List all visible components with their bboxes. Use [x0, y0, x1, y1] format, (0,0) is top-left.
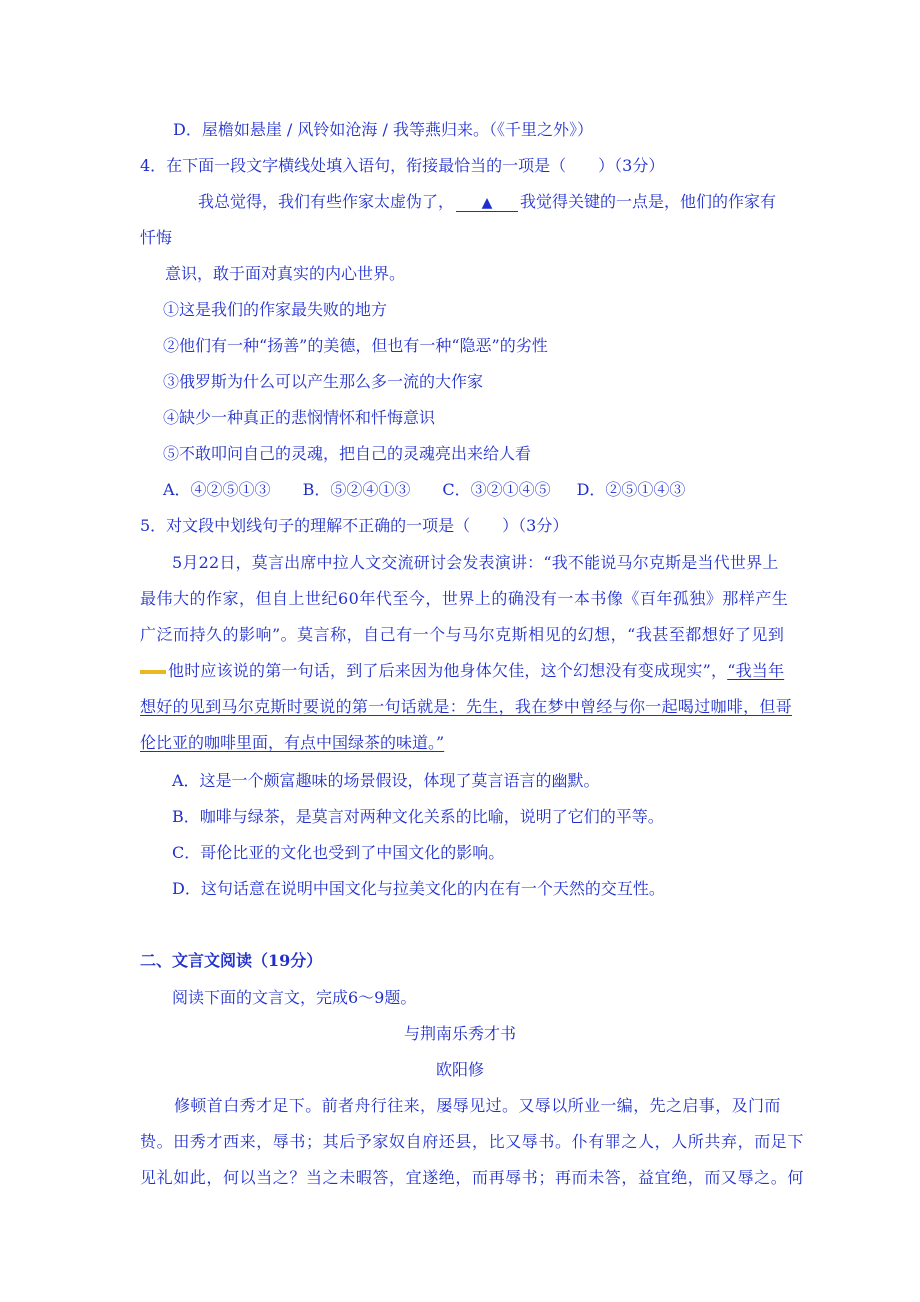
q5-passage-line3: 广泛而持久的影响”。莫言称，自己有一个与马尔克斯相见的幻想，“我甚至都想好了见到: [140, 625, 785, 644]
q4-choice-c: C．③②①④⑤: [442, 480, 551, 499]
q4-choice-d: D．②⑤①④③: [576, 480, 686, 499]
q4-choice-b: B．⑤②④①③: [302, 480, 411, 499]
q4-choice-a: A．④②⑤①③: [163, 480, 271, 499]
underlined-sentence-end: 伦比亚的咖啡里面，有点中国绿茶的味道。”: [140, 733, 445, 752]
q4-item-4: ④缺少一种真正的悲悯情怀和忏悔意识: [163, 408, 436, 427]
underlined-sentence-start: “我当年: [727, 661, 785, 680]
q4-item-2: ②他们有一种“扬善”的美德，但也有一种“隐恶”的劣性: [163, 336, 548, 355]
q4-choices: [163, 480, 685, 500]
q5-passage-line1: 5月22日，莫言出席中拉人文交流研讨会发表演讲：“我不能说马尔克斯是当代世界上: [172, 553, 779, 572]
article-title: 与荆南乐秀才书: [403, 1024, 516, 1043]
q4-stem: 4．在下面一段文字横线处填入语句，衔接最恰当的一项是（ ）（3分）: [140, 156, 665, 175]
q5-passage-line5: [140, 697, 792, 717]
q4-item-1: ①这是我们的作家最失败的地方: [163, 300, 388, 319]
article-author: 欧阳修: [435, 1060, 484, 1079]
section-heading: 二、文言文阅读（19分）: [140, 951, 323, 970]
triangle-marker-icon: ▲: [481, 195, 493, 211]
q5-option-a: A．这是一个颇富趣味的场景假设，体现了莫言语言的幽默。: [172, 771, 600, 790]
q5-stem: 5．对文段中划线句子的理解不正确的一项是（ ）（3分）: [140, 516, 569, 535]
q4-item-5: ⑤不敢叩问自己的灵魂，把自己的灵魂亮出来给人看: [163, 444, 532, 463]
q4-passage-line2: 忏悔: [140, 228, 173, 247]
section-instruction: 阅读下面的文言文，完成6～9题。: [172, 988, 417, 1007]
underlined-sentence: 想好的见到马尔克斯时要说的第一句话就是：先生，我在梦中曾经与你一起喝过咖啡，但哥: [140, 697, 793, 716]
q5-option-c: C．哥伦比亚的文化也受到了中国文化的影响。: [172, 843, 505, 862]
q4-passage-line1: 我总觉得，我们有些作家太虚伪了， ▲ 我觉得关键的一点是，他们的作家有: [198, 192, 777, 211]
article-line-2: 贽。田秀才西来，辱书；其后予家奴自府还县，比又辱书。仆有罪之人，人所共弃，而足下: [140, 1132, 805, 1151]
article-line-3: 见礼如此，何以当之？当之未暇答，宜遂绝，而再辱书；再而未答，益宜绝，而又辱之。何: [140, 1168, 805, 1187]
q3-option-d: D．屋檐如悬崖 / 风铃如沧海 / 我等燕归来。（《千里之外》）: [173, 120, 593, 139]
fill-blank: [456, 194, 518, 212]
q5-option-d: D．这句话意在说明中国文化与拉美文化的内在有一个天然的交互性。: [172, 879, 665, 898]
article-line-1: 修顿首白秀才足下。前者舟行往来，屡辱见过。又辱以所业一编，先之启事，及门而: [174, 1096, 781, 1115]
q5-passage-line2: 最伟大的作家，但自上世纪60年代至今，世界上的确没有一本书像《百年孤独》那样产生: [140, 589, 789, 608]
q4-passage-line3: 意识，敢于面对真实的内心世界。: [165, 264, 406, 283]
highlight-mark: [140, 670, 166, 674]
q5-passage-line6: [140, 733, 444, 753]
q4-item-3: ③俄罗斯为什么可以产生那么多一流的大作家: [163, 372, 484, 391]
q5-option-b: B．咖啡与绿茶，是莫言对两种文化关系的比喻，说明了它们的平等。: [172, 807, 664, 826]
q5-passage-line4: 他时应该说的第一句话，到了后来因为他身体欠佳，这个幻想没有变成现实”，“我当年: [140, 661, 784, 681]
